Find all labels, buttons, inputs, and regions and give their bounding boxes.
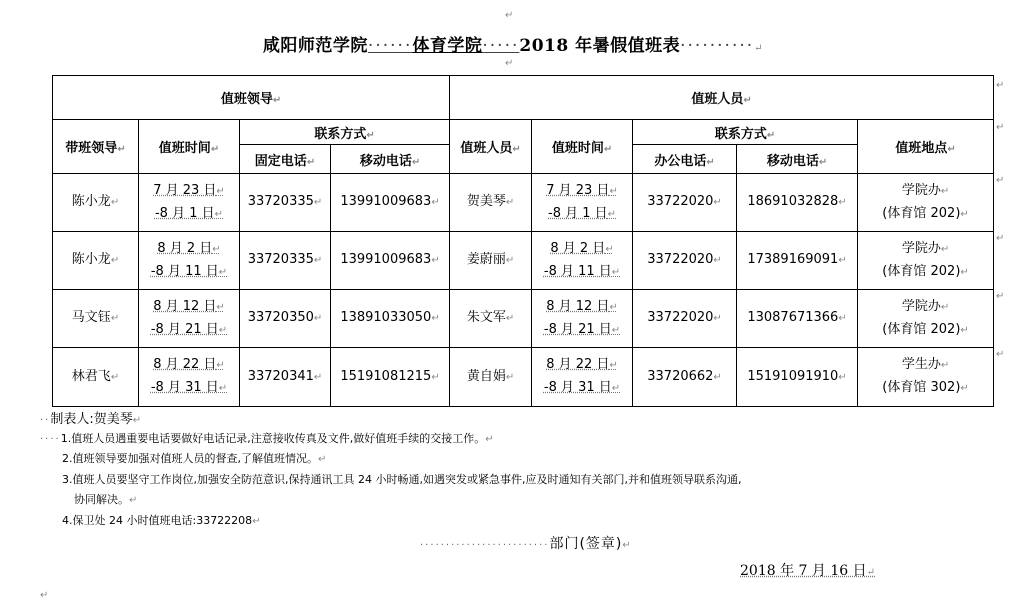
col-header-time2: 值班时间↵ <box>532 120 633 174</box>
col-header-time: 值班时间↵ <box>139 120 240 174</box>
department-seal-line: ·························部门(签章)↵ <box>420 536 632 552</box>
col-header-mobile: 移动电话↵ <box>331 145 450 174</box>
table-row <box>53 348 994 407</box>
title-dots-1: ······ <box>367 36 413 56</box>
col-header-contact: 联系方式↵ <box>240 120 450 145</box>
title-dots-3: ·········· <box>680 36 755 56</box>
leader-name: 林君飞↵ <box>53 348 139 407</box>
row-end-mark-icon: ↵ <box>996 233 1005 244</box>
col-header-staff: 值班人员↵ <box>450 120 532 174</box>
duty-period: 7 月 23 日↵ -8 月 1 日↵ <box>139 174 240 232</box>
mobile-phone: 13891033050↵ <box>331 290 450 348</box>
row-end-mark-icon: ↵ <box>996 349 1005 360</box>
note-item: 3.值班人员要坚守工作岗位,加强安全防范意识,保持通讯工具 24 小时畅通,如遇突发或紧急事件,应及时通知有关部门,并和值班领导联系沟通, <box>62 473 742 486</box>
paragraph-mark-icon: ↵ <box>40 590 49 601</box>
fixed-phone: 33720335↵ <box>240 232 331 290</box>
paragraph-mark-icon: ↵ <box>754 43 764 54</box>
duty-period: 8 月 2 日↵ -8 月 11 日↵ <box>139 232 240 290</box>
document-date: 2018 年 7 月 16 日↵ <box>740 563 875 579</box>
table-row <box>53 290 994 348</box>
paragraph-mark-icon: ↵ <box>505 58 514 69</box>
row-end-mark-icon: ↵ <box>996 80 1005 91</box>
mobile-phone: 17389169091↵ <box>737 232 858 290</box>
row-end-mark-icon: ↵ <box>996 122 1005 133</box>
duty-location: 学生办↵ (体育馆 302)↵ <box>858 348 994 407</box>
duty-period: 8 月 12 日↵ -8 月 21 日↵ <box>532 290 633 348</box>
duty-location: 学院办↵ (体育馆 202)↵ <box>858 174 994 232</box>
leader-name: 陈小龙↵ <box>53 174 139 232</box>
leader-name: 陈小龙↵ <box>53 232 139 290</box>
leader-name: 马文钰↵ <box>53 290 139 348</box>
row-end-mark-icon: ↵ <box>996 175 1005 186</box>
row-end-mark-icon: ↵ <box>996 291 1005 302</box>
staff-name: 姜蔚丽↵ <box>450 232 532 290</box>
mobile-phone: 13991009683↵ <box>331 232 450 290</box>
mobile-phone: 13087671366↵ <box>737 290 858 348</box>
mobile-phone: 15191091910↵ <box>737 348 858 407</box>
mobile-phone: 15191081215↵ <box>331 348 450 407</box>
note-item: 2.值班领导要加强对值班人员的督查,了解值班情况。↵ <box>62 452 327 465</box>
paragraph-mark-icon: ↵ <box>505 10 514 21</box>
group-header-leaders: 值班领导↵ <box>53 76 450 120</box>
fixed-phone: 33720350↵ <box>240 290 331 348</box>
duty-location: 学院办↵ (体育馆 202)↵ <box>858 232 994 290</box>
table-row <box>53 232 994 290</box>
office-phone: 33722020↵ <box>633 290 737 348</box>
duty-period: 8 月 22 日↵ -8 月 31 日↵ <box>532 348 633 407</box>
staff-name: 贺美琴↵ <box>450 174 532 232</box>
office-phone: 33722020↵ <box>633 174 737 232</box>
col-header-leader: 带班领导↵ <box>53 120 139 174</box>
title-school: 咸阳师范学院 <box>262 36 368 56</box>
duty-period: 7 月 23 日↵ -8 月 1 日↵ <box>532 174 633 232</box>
note-item: ····1.值班人员遇重要电话要做好电话记录,注意接收传真及文件,做好值班手续的交接工作。↵ <box>40 432 494 445</box>
mobile-phone: 13991009683↵ <box>331 174 450 232</box>
staff-name: 黄自娟↵ <box>450 348 532 407</box>
office-phone: 33722020↵ <box>633 232 737 290</box>
title-rest: 2018 年暑假值班表 <box>519 36 681 56</box>
col-header-contact2: 联系方式↵ <box>633 120 858 145</box>
note-item: 协同解决。↵ <box>74 493 138 506</box>
group-header-staff: 值班人员↵ <box>450 76 994 120</box>
col-header-office-phone: 办公电话↵ <box>633 145 737 174</box>
duty-location: 学院办↵ (体育馆 202)↵ <box>858 290 994 348</box>
document-title <box>0 31 1026 56</box>
duty-table <box>52 75 994 407</box>
col-header-location: 值班地点↵ <box>858 120 994 174</box>
title-college: 体育学院 <box>412 36 483 56</box>
duty-period: 8 月 22 日↵ -8 月 31 日↵ <box>139 348 240 407</box>
mobile-phone: 18691032828↵ <box>737 174 858 232</box>
fixed-phone: 33720335↵ <box>240 174 331 232</box>
staff-name: 朱文军↵ <box>450 290 532 348</box>
table-row <box>53 174 994 232</box>
office-phone: 33720662↵ <box>633 348 737 407</box>
duty-period: 8 月 2 日↵ -8 月 11 日↵ <box>532 232 633 290</box>
col-header-mobile2: 移动电话↵ <box>737 145 858 174</box>
note-item: 4.保卫处 24 小时值班电话:33722208↵ <box>62 514 261 527</box>
fixed-phone: 33720341↵ <box>240 348 331 407</box>
title-dots-2: ····· <box>482 36 520 56</box>
table-maker: ··制表人:贺美琴↵ <box>40 412 142 427</box>
duty-period: 8 月 12 日↵ -8 月 21 日↵ <box>139 290 240 348</box>
col-header-fixed-phone: 固定电话↵ <box>240 145 331 174</box>
